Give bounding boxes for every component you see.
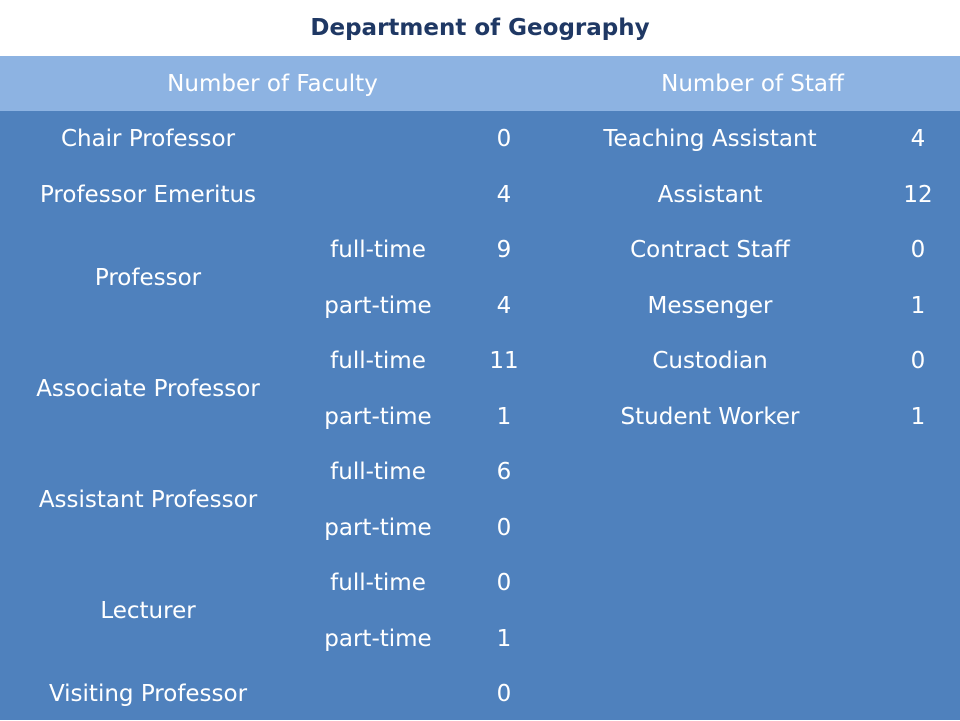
associate-fulltime-label: full-time — [330, 347, 426, 374]
staff-role: Custodian — [652, 347, 768, 374]
faculty-title-associate: Associate Professor — [36, 375, 260, 402]
staff-role: Teaching Assistant — [603, 125, 817, 152]
associate-parttime-count: 1 — [496, 403, 512, 430]
professor-parttime-count: 4 — [496, 292, 512, 319]
staff-role: Contract Staff — [630, 236, 790, 263]
faculty-title-visiting: Visiting Professor — [48, 680, 248, 707]
staff-count: 1 — [910, 403, 926, 430]
staff-count: 0 — [910, 347, 926, 374]
assistant-fulltime-count: 6 — [496, 458, 512, 485]
associate-fulltime-count: 11 — [489, 347, 519, 374]
staff-count: 0 — [910, 236, 926, 263]
staff-role: Messenger — [647, 292, 773, 319]
professor-parttime-label: part-time — [324, 292, 432, 319]
table-header — [0, 56, 960, 111]
staff-count: 4 — [910, 125, 926, 152]
lecturer-parttime-count: 1 — [496, 625, 512, 652]
professor-fulltime-label: full-time — [330, 236, 426, 263]
faculty-title-professor: Professor — [94, 264, 202, 291]
faculty-header: Number of Faculty — [167, 70, 378, 97]
staff-count: 1 — [910, 292, 926, 319]
staff-count: 12 — [903, 181, 933, 208]
emeritus-count: 4 — [496, 181, 512, 208]
staff-header: Number of Staff — [661, 70, 844, 97]
lecturer-parttime-label: part-time — [324, 625, 432, 652]
lecturer-fulltime-label: full-time — [330, 569, 426, 596]
faculty-title-lecturer: Lecturer — [100, 597, 196, 624]
assistant-parttime-count: 0 — [496, 514, 512, 541]
staff-role: Student Worker — [620, 403, 800, 430]
assistant-parttime-label: part-time — [324, 514, 432, 541]
staff-role: Assistant — [657, 181, 763, 208]
chair-count: 0 — [496, 125, 512, 152]
assistant-fulltime-label: full-time — [330, 458, 426, 485]
faculty-title-emeritus: Professor Emeritus — [39, 181, 257, 208]
associate-parttime-label: part-time — [324, 403, 432, 430]
professor-fulltime-count: 9 — [496, 236, 512, 263]
table-body — [0, 111, 960, 720]
faculty-title-chair: Chair Professor — [60, 125, 236, 152]
faculty-title-assistant: Assistant Professor — [38, 486, 258, 513]
visiting-count: 0 — [496, 680, 512, 707]
page-title: Department of Geography — [310, 15, 650, 41]
lecturer-fulltime-count: 0 — [496, 569, 512, 596]
